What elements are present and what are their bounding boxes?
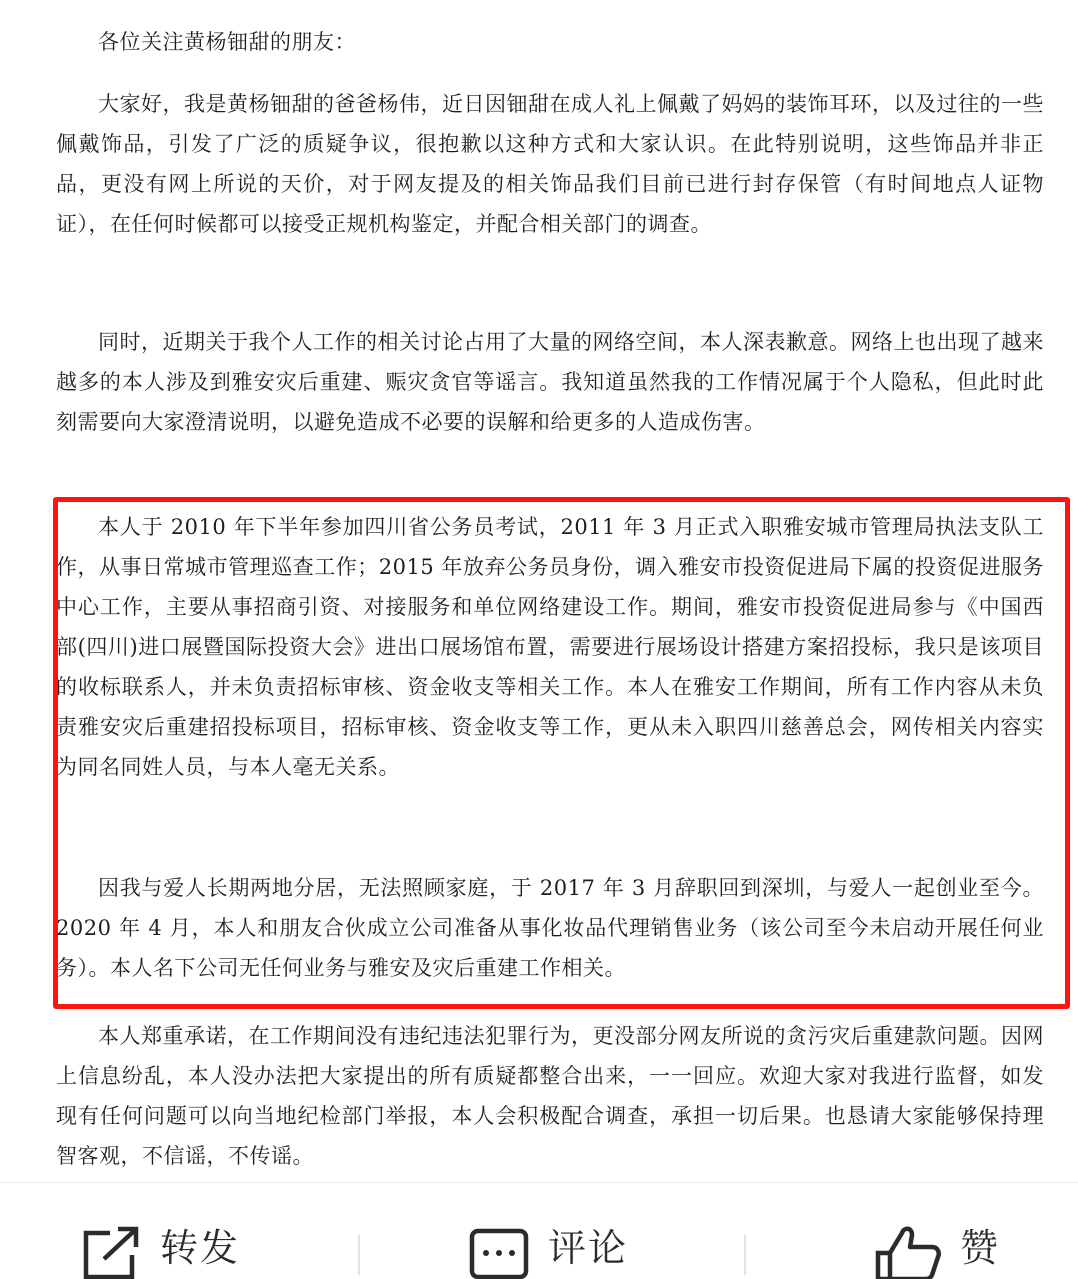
comment-button[interactable] xyxy=(468,1223,628,1279)
comment-label: 评论 xyxy=(548,1226,629,1270)
share-button[interactable] xyxy=(80,1223,240,1279)
document-greeting: 各位关注黄杨钿甜的朋友： xyxy=(98,30,356,54)
document-paragraph: 大家好，我是黄杨钿甜的爸爸杨伟，近日因钿甜在成人礼上佩戴了妈妈的装饰耳环，以及过往的一些佩戴饰品，引发了广泛的质疑争议，很抱歉以这种方式和大家认识。在此特别说明，这些饰品并非正品，更没有网上所说的天价，对于网友提及的相关饰品我们目前已进行封存保管（有时间地点人证物证），在任何时候都可以接受正规机构鉴定，并配合相关部门的调查。 xyxy=(56,92,1044,236)
like-button[interactable] xyxy=(872,1223,1000,1279)
share-label: 转发 xyxy=(160,1226,241,1270)
comment-icon xyxy=(468,1223,530,1279)
divider xyxy=(744,1235,746,1275)
red-highlight-box xyxy=(53,497,1070,1009)
action-bar xyxy=(0,1182,1078,1270)
document-paragraph: 因我与爱人长期两地分居，无法照顾家庭，于 2017 年 3 月辞职回到深圳，与爱人一起创业至今。2020 年 4 月，本人和朋友合伙成立公司准备从事化妆品代理销售业务（该公司至今未启动开展任何业务）。本人名下公司无任何业务与雅安及灾后重建工作相关。 xyxy=(56,876,1044,980)
document-paragraph: 同时，近期关于我个人工作的相关讨论占用了大量的网络空间，本人深表歉意。网络上也出现了越来越多的本人涉及到雅安灾后重建、赈灾贪官等谣言。我知道虽然我的工作情况属于个人隐私，但此时此刻需要向大家澄清说明，以避免造成不必要的误解和给更多的人造成伤害。 xyxy=(56,330,1044,434)
like-label: 赞 xyxy=(960,1226,1001,1270)
document-paragraph: 本人郑重承诺，在工作期间没有违纪违法犯罪行为，更没部分网友所说的贪污灾后重建款问题。因网上信息纷乱，本人没办法把大家提出的所有质疑都整合出来，一一回应。欢迎大家对我进行监督，如发现有任何问题可以向当地纪检部门举报，本人会积极配合调查，承担一切后果。也恳请大家能够保持理智客观，不信谣，不传谣。 xyxy=(56,1024,1044,1168)
document-paragraph: 本人于 2010 年下半年参加四川省公务员考试，2011 年 3 月正式入职雅安城市管理局执法支队工作，从事日常城市管理巡查工作；2015 年放弃公务员身份，调入雅安市投资促进局下属的投资促进服务中心工作，主要从事招商引资、对接服务和单位网络建设工作。期间，雅安市投资促进局参与《中国西部(四川)进口展暨国际投资大会》进出口展场馆布置，需要进行展场设计搭建方案招投标，我只是该项目的收标联系人，并未负责招标审核、资金收支等相关工作。本人在雅安工作期间，所有工作内容从未负责雅安灾后重建招投标项目，招标审核、资金收支等工作，更从未入职四川慈善总会，网传相关内容实为同名同姓人员，与本人毫无关系。 xyxy=(56,515,1044,779)
divider xyxy=(358,1235,360,1275)
thumbs-up-icon xyxy=(872,1223,942,1279)
share-icon xyxy=(80,1223,142,1279)
